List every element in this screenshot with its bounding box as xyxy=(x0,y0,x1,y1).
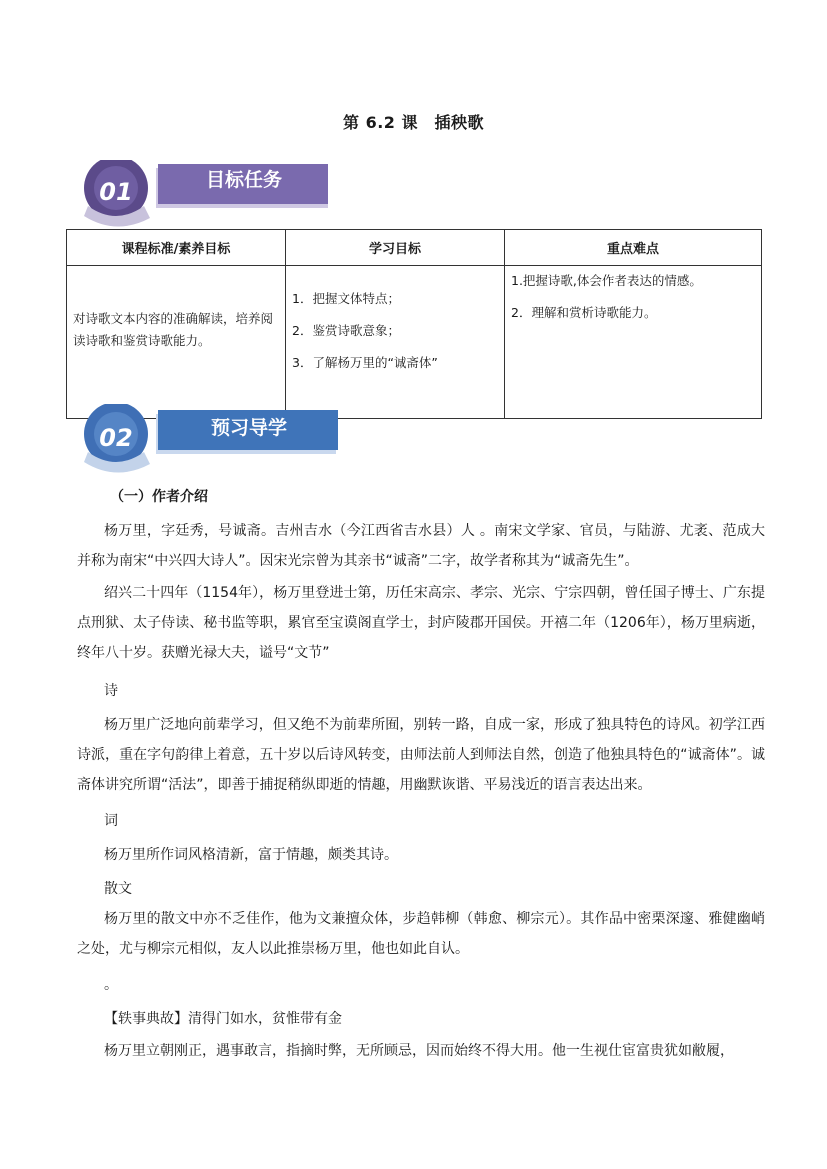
table-header-row xyxy=(67,230,762,266)
standard-text: 对诗歌文本内容的准确解读，培养阅读诗歌和鉴赏诗歌能力。 xyxy=(73,311,274,348)
author-heading: （一）作者介绍 xyxy=(110,489,208,505)
section-number: 01 xyxy=(99,178,133,206)
anecdote-title: 【轶事典故】清得门如水，贫惟带有金 xyxy=(104,1011,342,1027)
goals-table xyxy=(66,229,762,419)
table-header: 课程标准/素养目标 xyxy=(67,230,286,266)
label-ci: 词 xyxy=(104,813,118,829)
label-prose: 散文 xyxy=(104,881,132,897)
list-item: 3．了解杨万里的“诚斋体” xyxy=(292,355,438,370)
ci-paragraph: 杨万里所作词风格清新，富于情趣，颇类其诗。 xyxy=(104,847,398,863)
author-paragraph: 杨万里，字廷秀，号诚斋。吉州吉水（今江西省吉水县）人 。南宋文学家、官员，与陆游、尤袤、范成大并称为南宋“中兴四大诗人”。因宋光宗曾为其亲书“诚斋”二字，故学者称其为“诚斋先生”。 xyxy=(77,523,765,569)
table-row xyxy=(67,266,762,419)
section-label: 预习导学 xyxy=(210,417,287,439)
table-cell-key-points xyxy=(505,266,762,419)
label-poem: 诗 xyxy=(104,683,118,699)
list-item: 1.把握诗歌,体会作者表达的情感。 xyxy=(511,273,702,288)
list-item: 1．把握文体特点； xyxy=(292,291,400,306)
stray-dot: 。 xyxy=(104,977,118,993)
section-number: 02 xyxy=(99,424,133,452)
list-item: 2．理解和赏析诗歌能力。 xyxy=(511,305,657,320)
poem-paragraph: 杨万里广泛地向前辈学习，但又绝不为前辈所囿，别转一路，自成一家，形成了独具特色的诗风。初学江西诗派，重在字句韵律上着意，五十岁以后诗风转变，由师法前人到师法自然，创造了他独具特色的“诚斋体”。诚斋体讲究所谓“活法”，即善于捕捉稍纵即逝的情趣，用幽默诙谐、平易浅近的语言表达出来。 xyxy=(77,717,765,793)
table-header: 学习目标 xyxy=(286,230,505,266)
page-title: 第 6.2 课 插秧歌 xyxy=(343,113,484,132)
prose-paragraph: 杨万里的散文中亦不乏佳作，他为文兼擅众体，步趋韩柳（韩愈、柳宗元）。其作品中密栗深邃、雅健幽峭之处，尤与柳宗元相似，友人以此推崇杨万里，他也如此自认。 xyxy=(77,911,765,957)
section-header-goals xyxy=(80,160,350,232)
table-cell-standard xyxy=(67,266,286,419)
table-header: 重点难点 xyxy=(505,230,762,266)
table-cell-learning-goals xyxy=(286,266,505,419)
section-header-preview xyxy=(80,404,350,476)
list-item: 2．鉴赏诗歌意象； xyxy=(292,323,400,338)
author-paragraph: 绍兴二十四年（1154年），杨万里登进士第，历任宋高宗、孝宗、光宗、宁宗四朝，曾任国子博士、广东提点刑狱、太子侍读、秘书监等职，累官至宝谟阁直学士，封庐陵郡开国侯。开禧二年（1206年），杨万里病逝，终年八十岁。获赠光禄大夫，谥号“文节” xyxy=(77,585,765,661)
section-label: 目标任务 xyxy=(205,169,282,191)
anecdote-paragraph: 杨万里立朝刚正，遇事敢言，指摘时弊，无所顾忌，因而始终不得大用。他一生视仕宦富贵犹如敝履， xyxy=(104,1043,734,1059)
